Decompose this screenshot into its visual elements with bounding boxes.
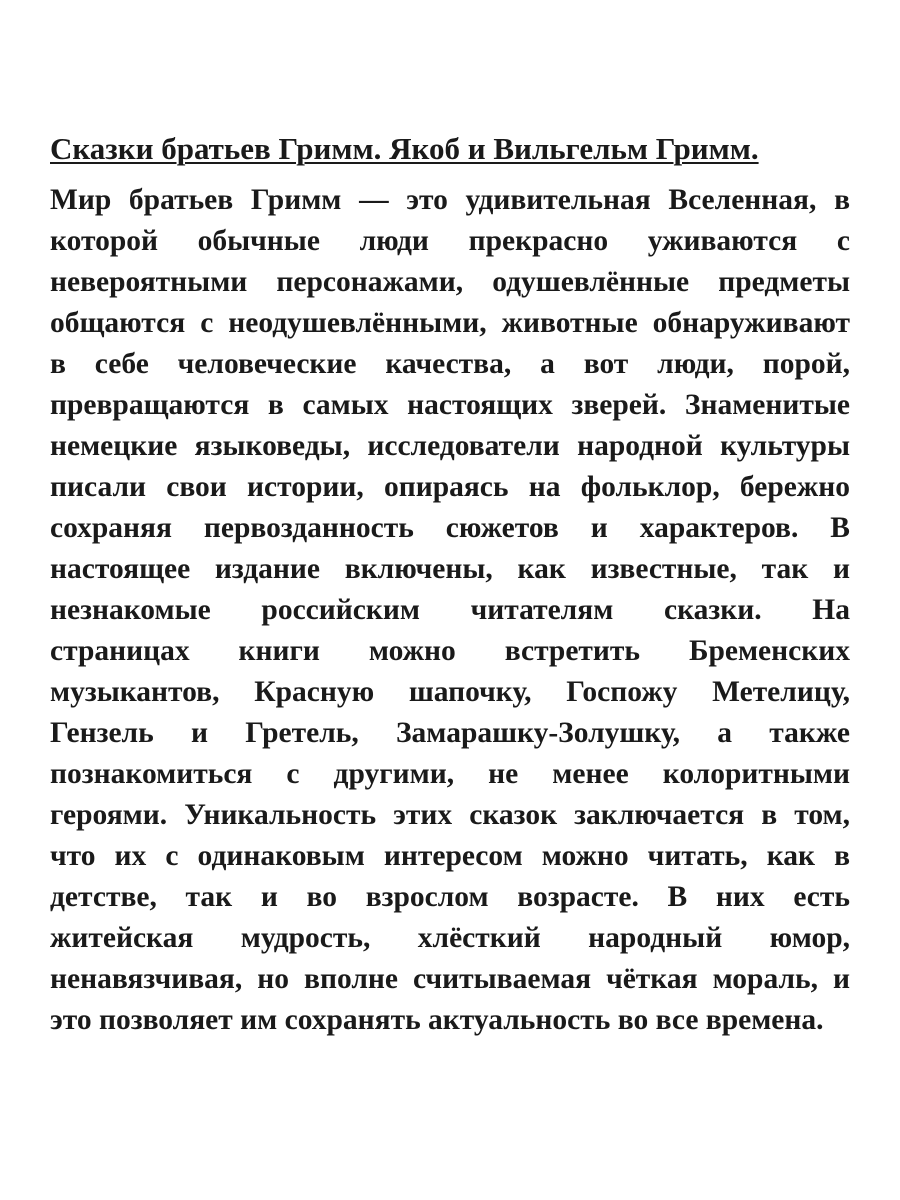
text-line: писали свои истории, опираясь на фольклор, бережно [50,471,850,503]
text-line: немецкие языковеды, исследователи народной культуры [50,430,850,462]
text-line: невероятными персонажами, одушевлённые предметы [50,266,850,298]
text-line: Мир братьев Гримм — это удивительная Вселенная, в [50,184,850,216]
text-line: что их с одинаковым интересом можно читать, как в [50,840,850,872]
text-line: героями. Уникальность этих сказок заключается в том, [50,799,850,831]
document-title: Сказки братьев Гримм. Якоб и Вильгельм Гримм. [50,131,759,166]
text-line: общаются с неодушевлёнными, животные обнаруживают [50,307,850,339]
text-line: настоящее издание включены, как известные, так и [50,553,850,585]
text-line: познакомиться с другими, не менее колоритными [50,758,850,790]
text-line: житейская мудрость, хлёсткий народный юмор, [50,922,850,954]
text-line: превращаются в самых настоящих зверей. Знаменитые [50,389,850,421]
text-line: в себе человеческие качества, а вот люди, порой, [50,348,850,380]
text-line: детстве, так и во взрослом возрасте. В них есть [50,881,850,913]
text-line: сохраняя первозданность сюжетов и характеров. В [50,512,850,544]
description-paragraph [50,180,850,1041]
text-line: которой обычные люди прекрасно уживаются с [50,225,850,257]
text-line: ненавязчивая, но вполне считываемая чёткая мораль, и [50,963,850,995]
text-line: страницах книги можно встретить Бременских [50,635,850,667]
document-page [50,128,850,1041]
text-line: музыкантов, Красную шапочку, Госпожу Метелицу, [50,676,850,708]
text-line: это позволяет им сохранять актуальность во все времена. [50,1004,824,1036]
text-line: незнакомые российским читателям сказки. На [50,594,850,626]
text-line: Гензель и Гретель, Замарашку-Золушку, а также [50,717,850,749]
